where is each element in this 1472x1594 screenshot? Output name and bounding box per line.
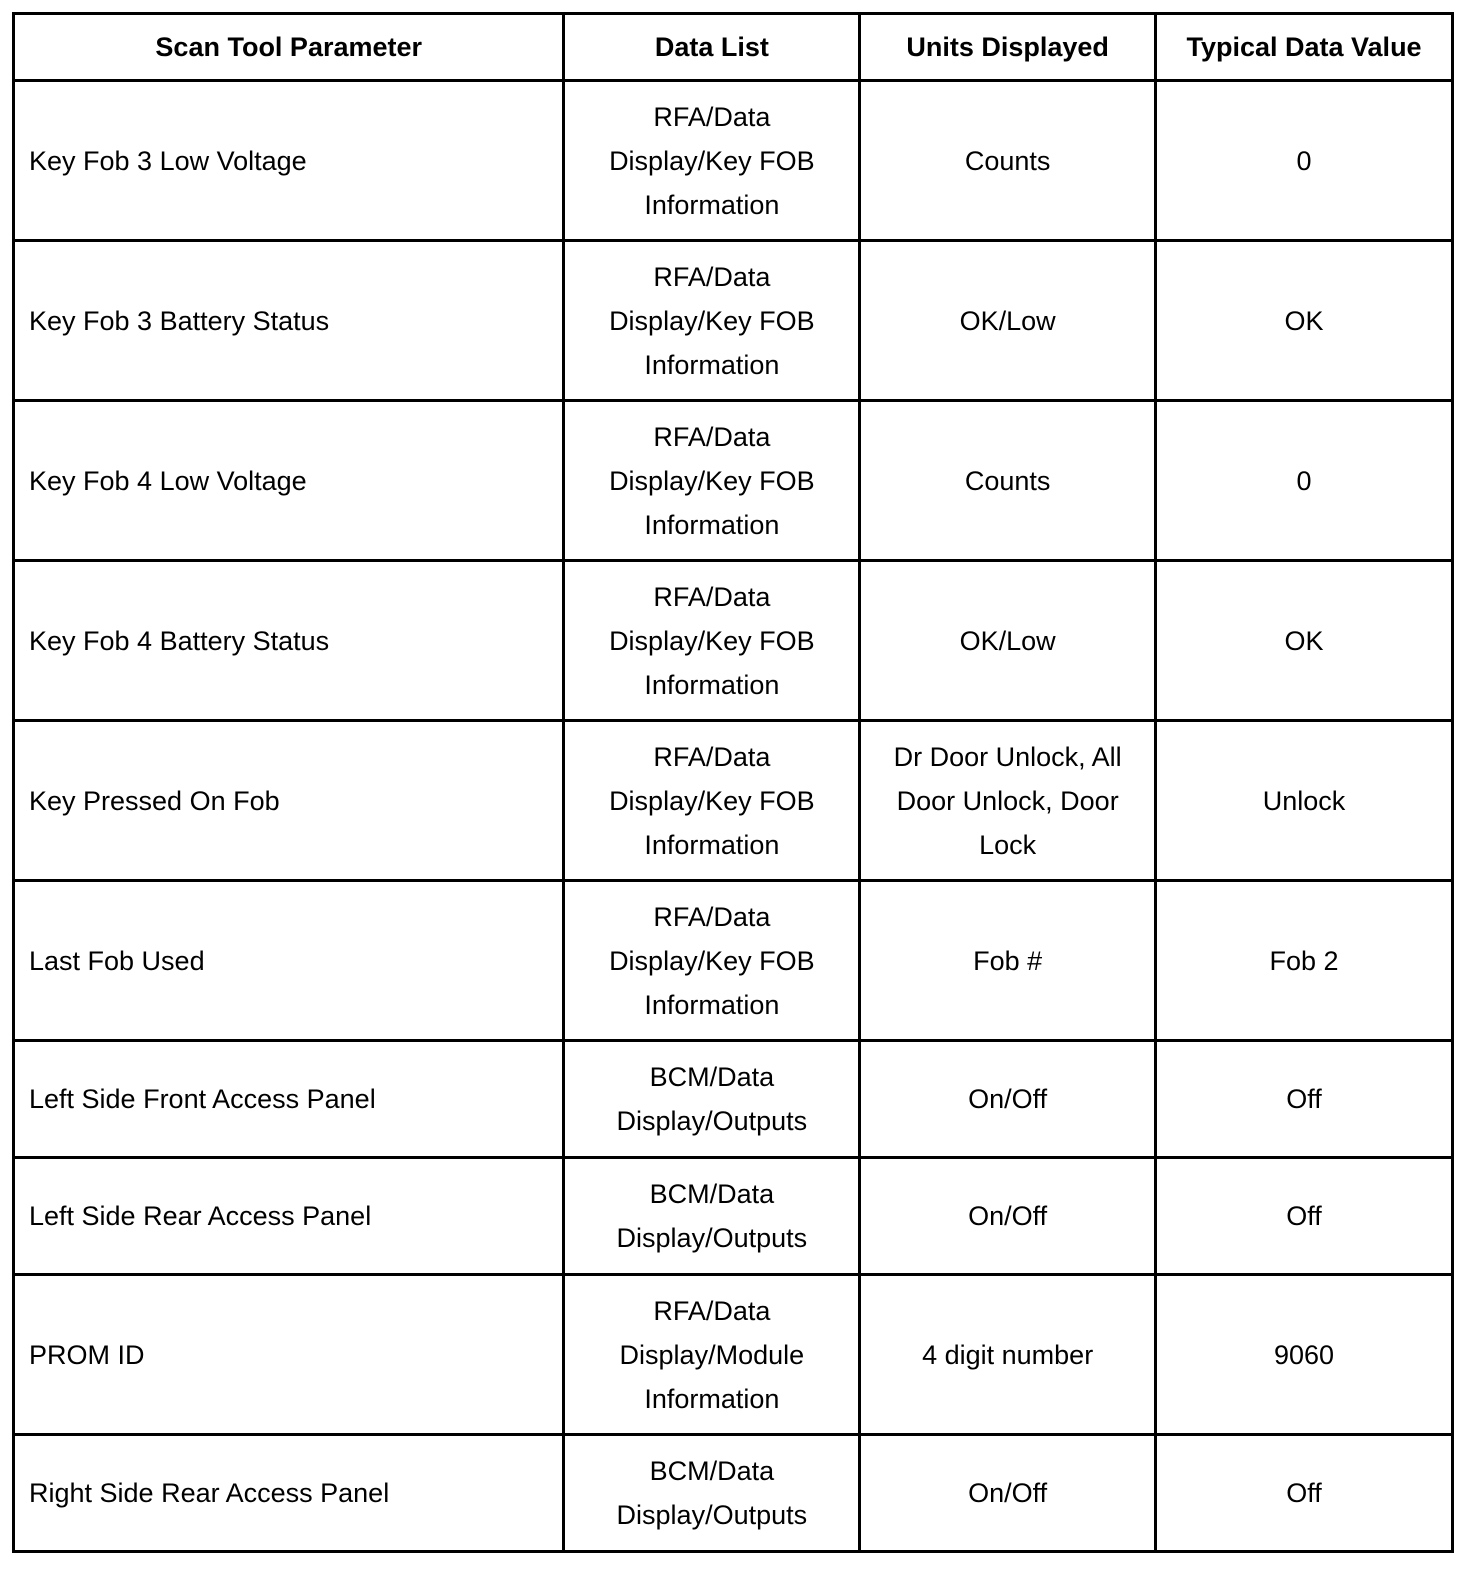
cell-units: Counts: [860, 401, 1156, 561]
cell-value: 0: [1156, 401, 1453, 561]
cell-data-list: RFA/Data Display/Key FOB Information: [564, 721, 860, 881]
cell-units: OK/Low: [860, 561, 1156, 721]
cell-value: 0: [1156, 81, 1453, 241]
cell-value: OK: [1156, 561, 1453, 721]
scan-tool-data-table: [12, 12, 1454, 1553]
table-row: [14, 561, 1453, 721]
cell-data-list: BCM/Data Display/Outputs: [564, 1158, 860, 1275]
header-data-list: Data List: [564, 14, 860, 81]
cell-data-list: RFA/Data Display/Key FOB Information: [564, 241, 860, 401]
header-units-displayed: Units Displayed: [860, 14, 1156, 81]
header-typical-data-value: Typical Data Value: [1156, 14, 1453, 81]
cell-parameter: Key Fob 4 Low Voltage: [14, 401, 564, 561]
cell-parameter: Right Side Rear Access Panel: [14, 1435, 564, 1552]
cell-value: Off: [1156, 1041, 1453, 1158]
cell-data-list: RFA/Data Display/Key FOB Information: [564, 401, 860, 561]
cell-units: Dr Door Unlock, All Door Unlock, Door Lock: [860, 721, 1156, 881]
header-scan-tool-parameter: Scan Tool Parameter: [14, 14, 564, 81]
cell-units: On/Off: [860, 1158, 1156, 1275]
cell-parameter: Key Fob 4 Battery Status: [14, 561, 564, 721]
cell-data-list: RFA/Data Display/Module Information: [564, 1275, 860, 1435]
cell-value: Unlock: [1156, 721, 1453, 881]
cell-data-list: BCM/Data Display/Outputs: [564, 1041, 860, 1158]
table-header-row: [14, 14, 1453, 81]
cell-units: Counts: [860, 81, 1156, 241]
cell-value: Fob 2: [1156, 881, 1453, 1041]
cell-units: On/Off: [860, 1435, 1156, 1552]
cell-parameter: PROM ID: [14, 1275, 564, 1435]
cell-parameter: Left Side Rear Access Panel: [14, 1158, 564, 1275]
cell-data-list: RFA/Data Display/Key FOB Information: [564, 561, 860, 721]
cell-parameter: Key Fob 3 Low Voltage: [14, 81, 564, 241]
cell-parameter: Left Side Front Access Panel: [14, 1041, 564, 1158]
table-row: [14, 1275, 1453, 1435]
cell-units: Fob #: [860, 881, 1156, 1041]
cell-parameter: Key Pressed On Fob: [14, 721, 564, 881]
cell-data-list: RFA/Data Display/Key FOB Information: [564, 881, 860, 1041]
table-row: [14, 881, 1453, 1041]
table-row: [14, 401, 1453, 561]
table-row: [14, 721, 1453, 881]
cell-value: OK: [1156, 241, 1453, 401]
table-row: [14, 1435, 1453, 1552]
table-row: [14, 241, 1453, 401]
cell-parameter: Key Fob 3 Battery Status: [14, 241, 564, 401]
table-row: [14, 1158, 1453, 1275]
cell-data-list: RFA/Data Display/Key FOB Information: [564, 81, 860, 241]
table-row: [14, 1041, 1453, 1158]
cell-value: Off: [1156, 1158, 1453, 1275]
cell-parameter: Last Fob Used: [14, 881, 564, 1041]
cell-data-list: BCM/Data Display/Outputs: [564, 1435, 860, 1552]
table-row: [14, 81, 1453, 241]
cell-value: 9060: [1156, 1275, 1453, 1435]
cell-units: On/Off: [860, 1041, 1156, 1158]
cell-value: Off: [1156, 1435, 1453, 1552]
cell-units: OK/Low: [860, 241, 1156, 401]
cell-units: 4 digit number: [860, 1275, 1156, 1435]
